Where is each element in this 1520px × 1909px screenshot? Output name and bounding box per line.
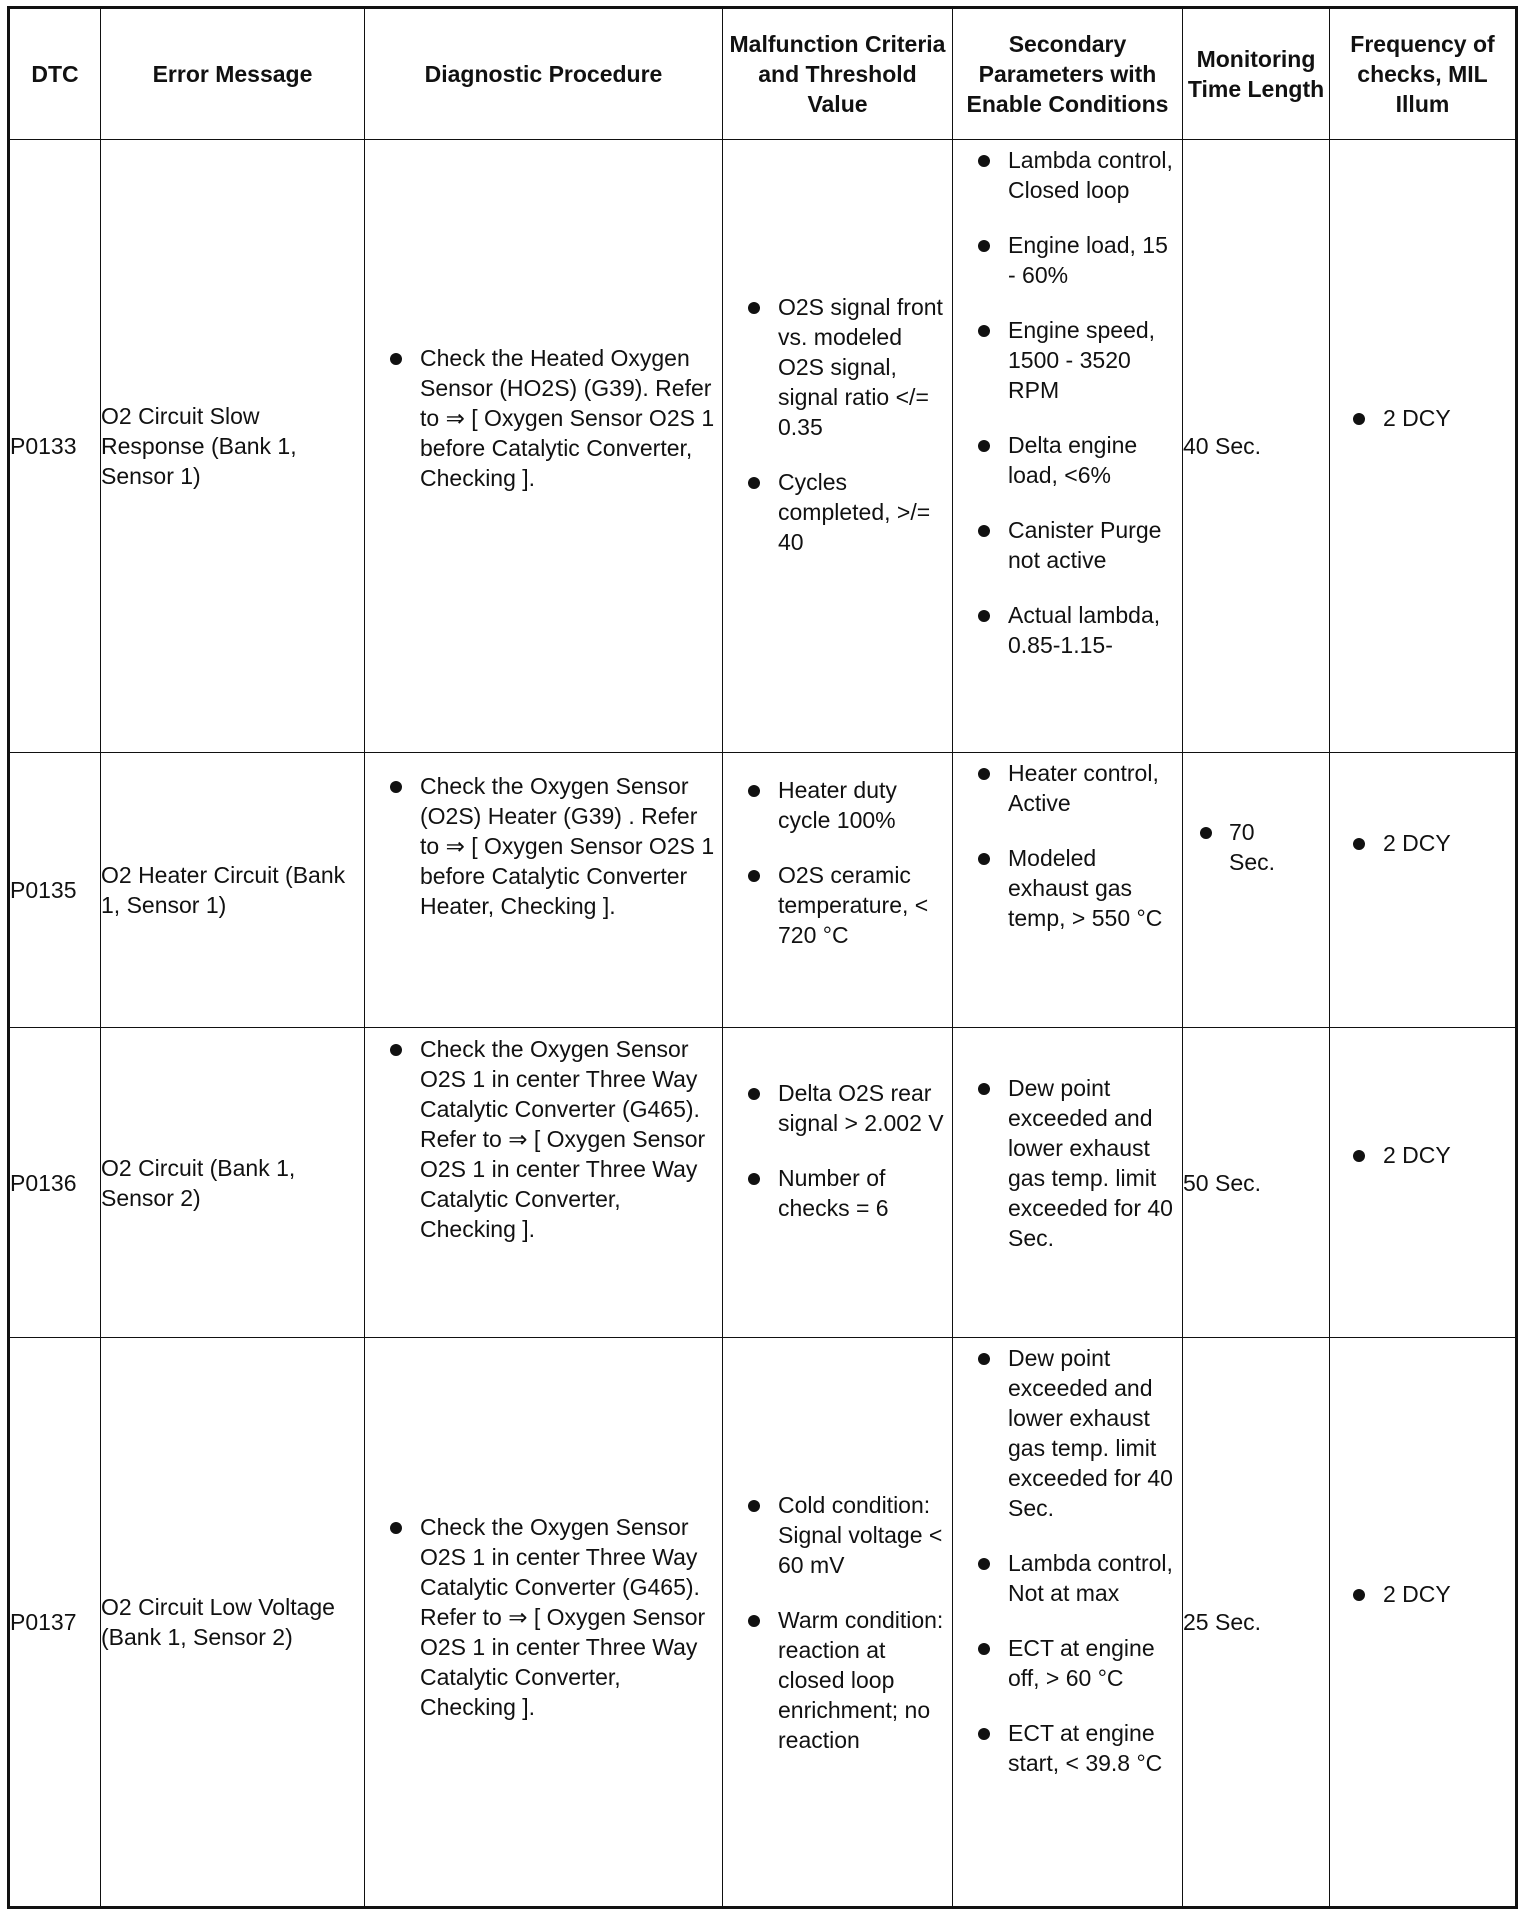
list-item: Delta engine load, <6% [953,430,1182,490]
header-dtc: DTC [9,8,101,140]
list-item: Check the Oxygen Sensor O2S 1 in center Three Way Catalytic Converter (G465). Refer to ⇒ [ Oxygen Sensor O2S 1 in center Three Way Catalytic Converter, Checking ]. [365,1512,722,1722]
table-row [9,753,1517,1028]
diagnostic-procedure [365,1338,723,1908]
monitoring-time: 25 Sec. [1183,1338,1330,1908]
monitoring-time: 50 Sec. [1183,1028,1330,1338]
list-item: Dew point exceeded and lower exhaust gas temp. limit exceeded for 40 Sec. [953,1343,1182,1523]
monitoring-time: 40 Sec. [1183,140,1330,753]
secondary-parameters [953,140,1183,753]
header-malfunction-criteria: Malfunction Criteria and Threshold Value [723,8,953,140]
error-message: O2 Heater Circuit (Bank 1, Sensor 1) [101,753,365,1028]
table-row [9,1338,1517,1908]
malfunction-criteria [723,753,953,1028]
list-item: Engine load, 15 - 60% [953,230,1182,290]
header-frequency: Frequency of checks, MIL Illum [1330,8,1517,140]
dtc-code: P0136 [9,1028,101,1338]
diagnostic-procedure [365,753,723,1028]
monitoring-time [1183,753,1330,1028]
error-message: O2 Circuit Low Voltage (Bank 1, Sensor 2) [101,1338,365,1908]
list-item: Lambda control, Not at max [953,1548,1182,1608]
dtc-code: P0135 [9,753,101,1028]
list-item: Lambda control, Closed loop [953,145,1182,205]
document-page [7,6,1518,1909]
error-message: O2 Circuit Slow Response (Bank 1, Sensor 1) [101,140,365,753]
header-error-message: Error Message [101,8,365,140]
header-monitoring-time: Monitoring Time Length [1183,8,1330,140]
secondary-parameters [953,1028,1183,1338]
table-row [9,140,1517,753]
diagnostic-procedure [365,140,723,753]
list-item: ECT at engine start, < 39.8 °C [953,1718,1182,1778]
list-item: Warm condition: reaction at closed loop enrichment; no reaction [723,1605,952,1755]
list-item: Dew point exceeded and lower exhaust gas temp. limit exceeded for 40 Sec. [953,1073,1182,1253]
list-item: Actual lambda, 0.85-1.15- [953,600,1182,660]
frequency [1330,140,1517,753]
list-item: Modeled exhaust gas temp, > 550 °C [953,843,1182,933]
dtc-code: P0137 [9,1338,101,1908]
secondary-parameters [953,1338,1183,1908]
list-item: Heater control, Active [953,758,1182,818]
secondary-parameters [953,753,1183,1028]
list-item: 2 DCY [1330,403,1515,433]
malfunction-criteria [723,1028,953,1338]
frequency [1330,1338,1517,1908]
list-item: Heater duty cycle 100% [723,775,952,835]
list-item: O2S signal front vs. modeled O2S signal, signal ratio </= 0.35 [723,292,952,442]
list-item: Engine speed, 1500 - 3520 RPM [953,315,1182,405]
list-item: Delta O2S rear signal > 2.002 V [723,1078,952,1138]
list-item: Cold condition: Signal voltage < 60 mV [723,1490,952,1580]
list-item: Check the Oxygen Sensor (O2S) Heater (G39) . Refer to ⇒ [ Oxygen Sensor O2S 1 before Catalytic Converter Heater, Checking ]. [365,771,722,921]
table-row [9,1028,1517,1338]
list-item: Cycles completed, >/= 40 [723,467,952,557]
list-item: Check the Heated Oxygen Sensor (HO2S) (G39). Refer to ⇒ [ Oxygen Sensor O2S 1 before Catalytic Converter, Checking ]. [365,343,722,493]
list-item: Check the Oxygen Sensor O2S 1 in center Three Way Catalytic Converter (G465). Refer to ⇒ [ Oxygen Sensor O2S 1 in center Three Way Catalytic Converter, Checking ]. [365,1034,722,1244]
list-item: Number of checks = 6 [723,1163,952,1223]
error-message: O2 Circuit (Bank 1, Sensor 2) [101,1028,365,1338]
diagnostic-procedure [365,1028,723,1338]
header-row [9,8,1517,140]
malfunction-criteria [723,1338,953,1908]
list-item: Canister Purge not active [953,515,1182,575]
header-diagnostic-procedure: Diagnostic Procedure [365,8,723,140]
frequency [1330,753,1517,1028]
dtc-table [7,6,1518,1909]
dtc-code: P0133 [9,140,101,753]
list-item: ECT at engine off, > 60 °C [953,1633,1182,1693]
list-item: 2 DCY [1330,1579,1515,1609]
list-item: 2 DCY [1330,1140,1515,1170]
list-item: O2S ceramic temperature, < 720 °C [723,860,952,950]
malfunction-criteria [723,140,953,753]
list-item: 70 Sec. [1183,817,1329,877]
list-item: 2 DCY [1330,828,1515,858]
header-secondary-parameters: Secondary Parameters with Enable Conditions [953,8,1183,140]
frequency [1330,1028,1517,1338]
